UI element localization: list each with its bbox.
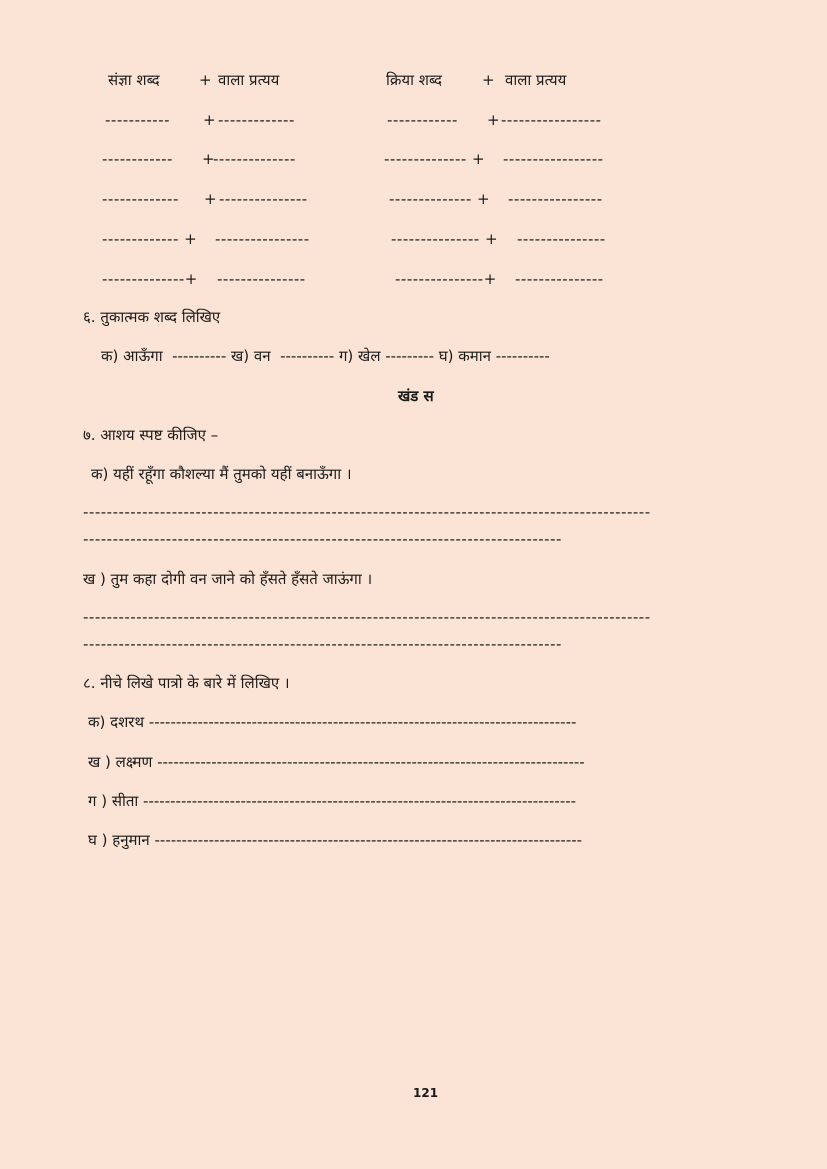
table-cell: ------------ — [387, 111, 458, 129]
table-cell: --------------- + — [391, 230, 499, 248]
question-8-item: ग ) सीता -------------------------------------------------------------------------------- — [88, 792, 577, 810]
question-7a: क) यहीं रहूँगा कौशल्या मैं तुमको यहीं बनाऊँगा । — [91, 465, 352, 483]
table-cell: ------------- — [102, 190, 179, 208]
header-suffix-2: वाला प्रत्यय — [505, 71, 567, 89]
table-cell: ---------------- — [508, 190, 603, 208]
header-plus: + — [199, 71, 212, 89]
question-8-item: घ ) हनुमान ------------------------------------------------------------------------------- — [88, 831, 583, 849]
page-number: 121 — [413, 1086, 439, 1100]
table-cell: ----------------- — [501, 111, 602, 129]
header-verb-word: क्रिया शब्द — [386, 71, 442, 89]
question-7-title: ७. आशय स्पष्ट कीजिए – — [83, 426, 219, 444]
table-cell: -------------- — [213, 150, 296, 168]
table-cell: --------------- — [217, 270, 306, 288]
table-cell: ------------- + — [102, 230, 198, 248]
table-cell: + — [203, 111, 216, 129]
question-8-title: ८. नीचे लिखे पात्रो के बारे में लिखिए । — [83, 674, 290, 692]
table-cell: --------------- — [517, 230, 606, 248]
header-plus-2: + — [482, 71, 495, 89]
section-heading: खंड स — [398, 387, 434, 405]
table-cell: ------------ — [102, 150, 173, 168]
table-cell: ---------------+ — [395, 270, 497, 288]
table-cell: --------------- — [515, 270, 604, 288]
question-7b: ख ) तुम कहा दोगी वन जाने को हँसते हँसते जाऊंगा । — [83, 570, 373, 588]
table-cell: + — [202, 150, 215, 168]
table-cell: -------------- + — [384, 150, 486, 168]
table-cell: ---------------- — [215, 230, 310, 248]
table-cell: -------------- + — [389, 190, 491, 208]
answer-line: --------------------------------------------------------------------------------- — [83, 635, 562, 653]
question-8-item: क) दशरथ ------------------------------------------------------------------------------- — [88, 713, 577, 731]
table-cell: ------------- — [218, 111, 295, 129]
table-cell: + — [204, 190, 217, 208]
question-6-title: ६. तुकात्मक शब्द लिखिए — [83, 308, 221, 326]
table-cell: --------------- — [219, 190, 308, 208]
table-cell: ----------- — [105, 111, 171, 129]
answer-line: ------------------------------------------------------------------------------------------------ — [83, 608, 651, 626]
answer-line: --------------------------------------------------------------------------------- — [83, 530, 562, 548]
header-noun-word: संज्ञा शब्द — [108, 71, 160, 89]
table-cell: ----------------- — [503, 150, 604, 168]
question-6-line: क) आऊँगा ---------- ख) वन ---------- ग) खेल --------- घ) कमान ---------- — [101, 347, 550, 365]
header-suffix: वाला प्रत्यय — [218, 71, 280, 89]
table-cell: --------------+ — [102, 270, 198, 288]
table-cell: + — [487, 111, 500, 129]
question-8-item: ख ) लक्ष्मण ------------------------------------------------------------------------------- — [88, 753, 585, 771]
answer-line: ------------------------------------------------------------------------------------------------ — [83, 503, 651, 521]
